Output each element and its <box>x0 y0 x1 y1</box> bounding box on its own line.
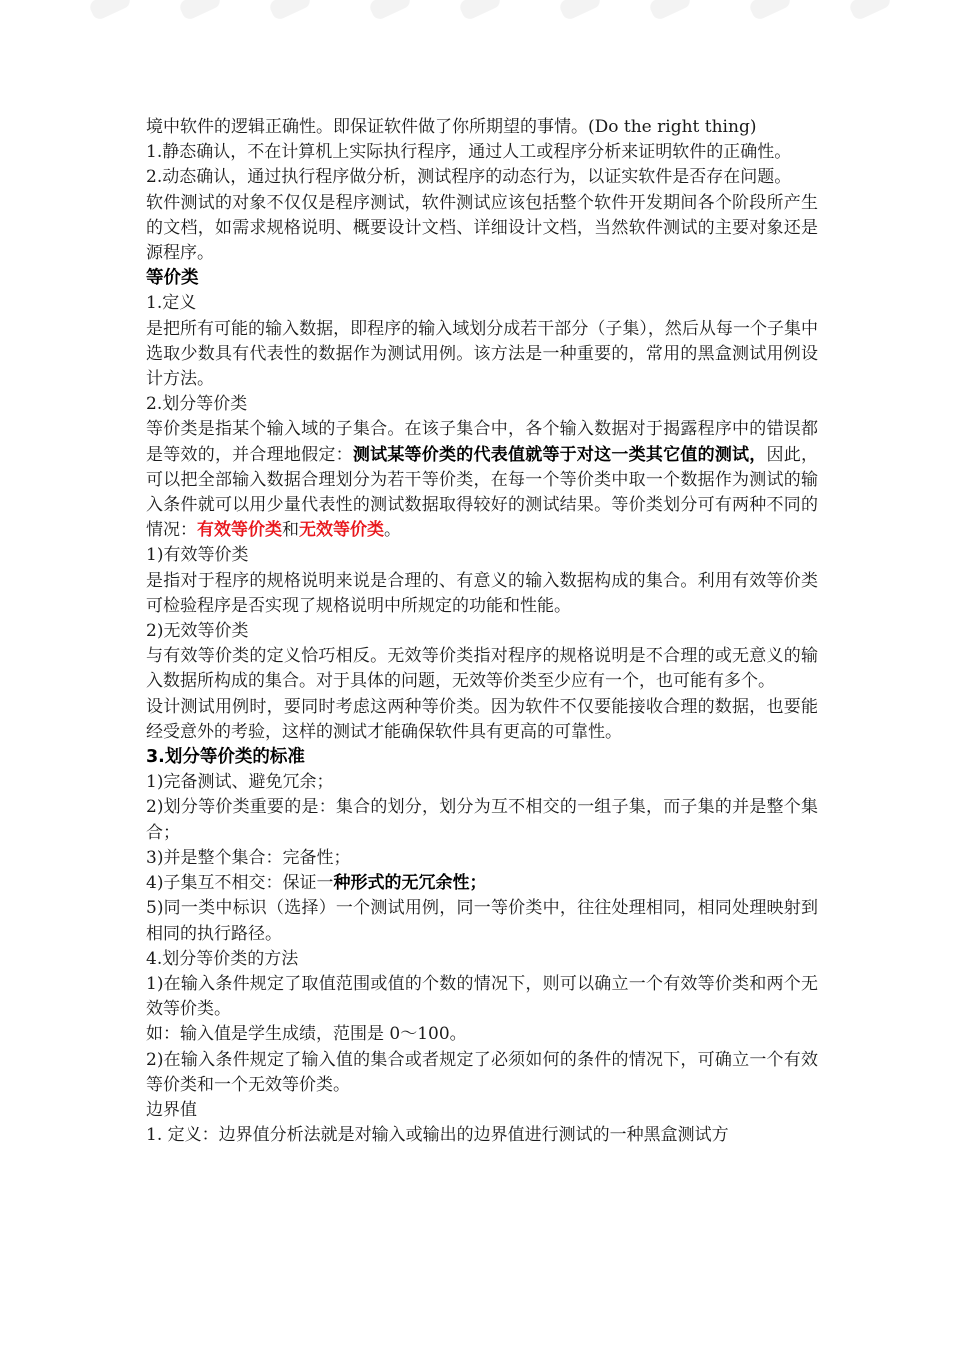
document-body <box>146 115 818 1148</box>
paragraph: 境中软件的逻辑正确性。即保证软件做了你所期望的事情。(Do the right thing) <box>146 117 757 137</box>
subheading: 2.划分等价类 <box>146 394 248 415</box>
list-item <box>146 871 818 896</box>
subheading: 1)有效等价类 <box>146 545 249 566</box>
text-run: 。 <box>384 520 401 541</box>
watermark-mark <box>558 0 603 22</box>
section-heading: 边界值 <box>146 1099 197 1120</box>
text-run: 因此，可以把全部输入数据合理划分为若干等价类，在每一个等价类中取一个数据作为测试的输入条件就可以用少量代表性的测试数据取得较好的测试结果。等价类划分可有两种不同的情况： <box>146 444 819 541</box>
list-item: 2)划分等价类重要的是：集合的划分，划分为互不相交的一组子集，而子集的并是整个集合； <box>146 797 818 843</box>
watermark-strip <box>0 0 960 30</box>
bold-text: 测试某等价类的代表值就等于对这一类其它值的测试， <box>352 444 767 465</box>
paragraph: 2.动态确认，通过执行程序做分析，测试程序的动态行为，以证实软件是否存在问题。 <box>146 167 792 188</box>
paragraph: 1.静态确认，不在计算机上实际执行程序，通过人工或程序分析来证明软件的正确性。 <box>146 142 792 163</box>
paragraph: 如：输入值是学生成绩，范围是 0～100。 <box>146 1024 467 1045</box>
paragraph: 与有效等价类的定义恰巧相反。无效等价类指对程序的规格说明是不合理的或无意义的输入数据所构成的集合。对于具体的问题，无效等价类至少应有一个，也可能有多个。 <box>146 646 818 692</box>
subheading: 2)无效等价类 <box>146 621 249 642</box>
list-item: 1)在输入条件规定了取值范围或值的个数的情况下，则可以确立一个有效等价类和两个无效等价类。 <box>146 973 818 1020</box>
text-run: 4)子集互不相交：保证一 <box>146 873 334 894</box>
section-heading: 3.划分等价类的标准 <box>146 747 305 768</box>
watermark-mark <box>88 0 133 22</box>
highlight-text: 有效等价类 <box>197 520 282 541</box>
watermark-mark <box>848 0 893 22</box>
section-heading: 等价类 <box>146 268 199 289</box>
list-item: 3)并是整个集合：完备性； <box>146 847 351 868</box>
paragraph: 设计测试用例时，要同时考虑这两种等价类。因为软件不仅要能接收合理的数据，也要能经受意外的考验，这样的测试才能确保软件具有更高的可靠性。 <box>146 696 818 742</box>
highlight-text: 无效等价类 <box>299 520 384 541</box>
paragraph: 1. 定义：边界值分析法就是对输入或输出的边界值进行测试的一种黑盒测试方 <box>146 1125 729 1146</box>
list-item: 1)完备测试、避免冗余； <box>146 772 334 793</box>
watermark-mark <box>178 0 223 22</box>
list-item: 2)在输入条件规定了输入值的集合或者规定了必须如何的条件的情况下，可确立一个有效等价类和一个无效等价类。 <box>146 1049 818 1095</box>
text-run: 等价类是指某个输入域的子集合。在该子集合中，各个输入数据对于揭露程序中的错误都是等效的，并合理地假定： <box>146 419 818 465</box>
watermark-mark <box>268 0 313 22</box>
watermark-mark <box>458 0 503 22</box>
subheading: 1.定义 <box>146 293 197 314</box>
watermark-mark <box>748 0 793 22</box>
subheading: 4.划分等价类的方法 <box>146 948 299 969</box>
watermark-mark <box>648 0 693 22</box>
bold-text: 种形式的无冗余性； <box>333 873 487 894</box>
paragraph: 软件测试的对象不仅仅是程序测试，软件测试应该包括整个软件开发期间各个阶段所产生的文档，如需求规格说明、概要设计文档、详细设计文档，当然软件测试的主要对象还是源程序。 <box>146 192 818 264</box>
paragraph: 是指对于程序的规格说明来说是合理的、有意义的输入数据构成的集合。利用有效等价类可检验程序是否实现了规格说明中所规定的功能和性能。 <box>146 570 818 616</box>
watermark-mark <box>368 0 413 22</box>
paragraph: 是把所有可能的输入数据，即程序的输入域划分成若干部分（子集），然后从每一个子集中选取少数具有代表性的数据作为测试用例。该方法是一种重要的，常用的黑盒测试用例设计方法。 <box>146 318 818 390</box>
paragraph <box>146 417 818 543</box>
list-item: 5)同一类中标识（选择）一个测试用例，同一等价类中，往往处理相同，相同处理映射到相同的执行路径。 <box>146 898 818 944</box>
text-run: 和 <box>282 520 299 541</box>
